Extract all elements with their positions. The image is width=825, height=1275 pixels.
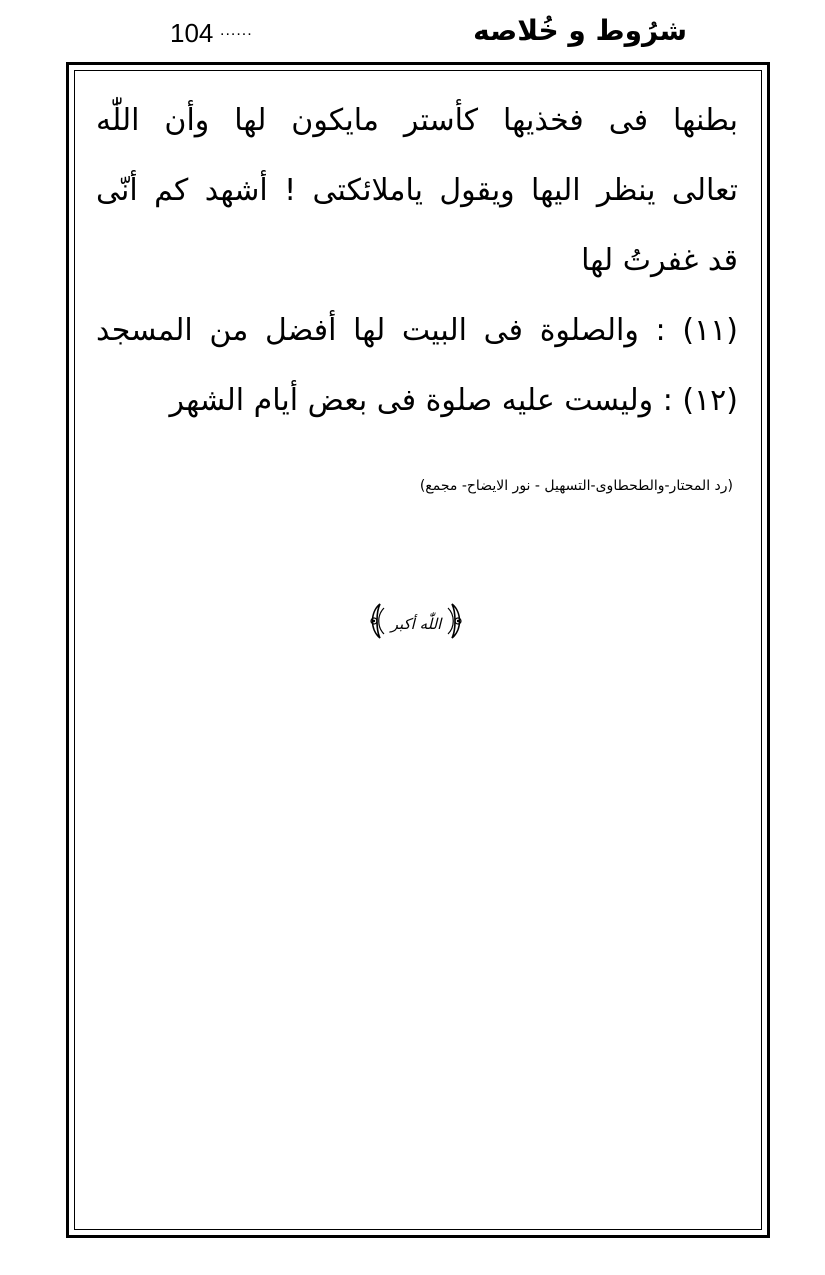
- text-line-1: بطنها فى فخذيها كأستر مايكون لها وأن اللّٰه: [96, 103, 738, 138]
- allahu-akbar-calligraphy-ornament: [366, 596, 466, 646]
- running-header-title: شرُوط و خُلاصه: [473, 14, 687, 47]
- text-block: [96, 86, 738, 436]
- page-number: 104: [170, 18, 214, 48]
- text-line-4: (۱۱) : والصلوة فى البيت لها أفضل من المسجد: [96, 313, 738, 348]
- text-line-2: تعالى ينظر اليها ويقول ياملائكتى ! أشهد كم أنّى: [96, 173, 738, 208]
- page-number-leader-dots: ......: [220, 22, 253, 39]
- source-reference: (رد المحتار-والطحطاوی-التسهيل - نور الايضاح- مجمع): [419, 478, 733, 494]
- text-line-5: (۱۲) : وليست عليه صلوة فى بعض أيام الشهر: [169, 383, 738, 418]
- text-line-3: قد غفرتُ لها: [581, 243, 738, 278]
- allahu-akbar-text: اللّٰه أكبر: [390, 615, 442, 633]
